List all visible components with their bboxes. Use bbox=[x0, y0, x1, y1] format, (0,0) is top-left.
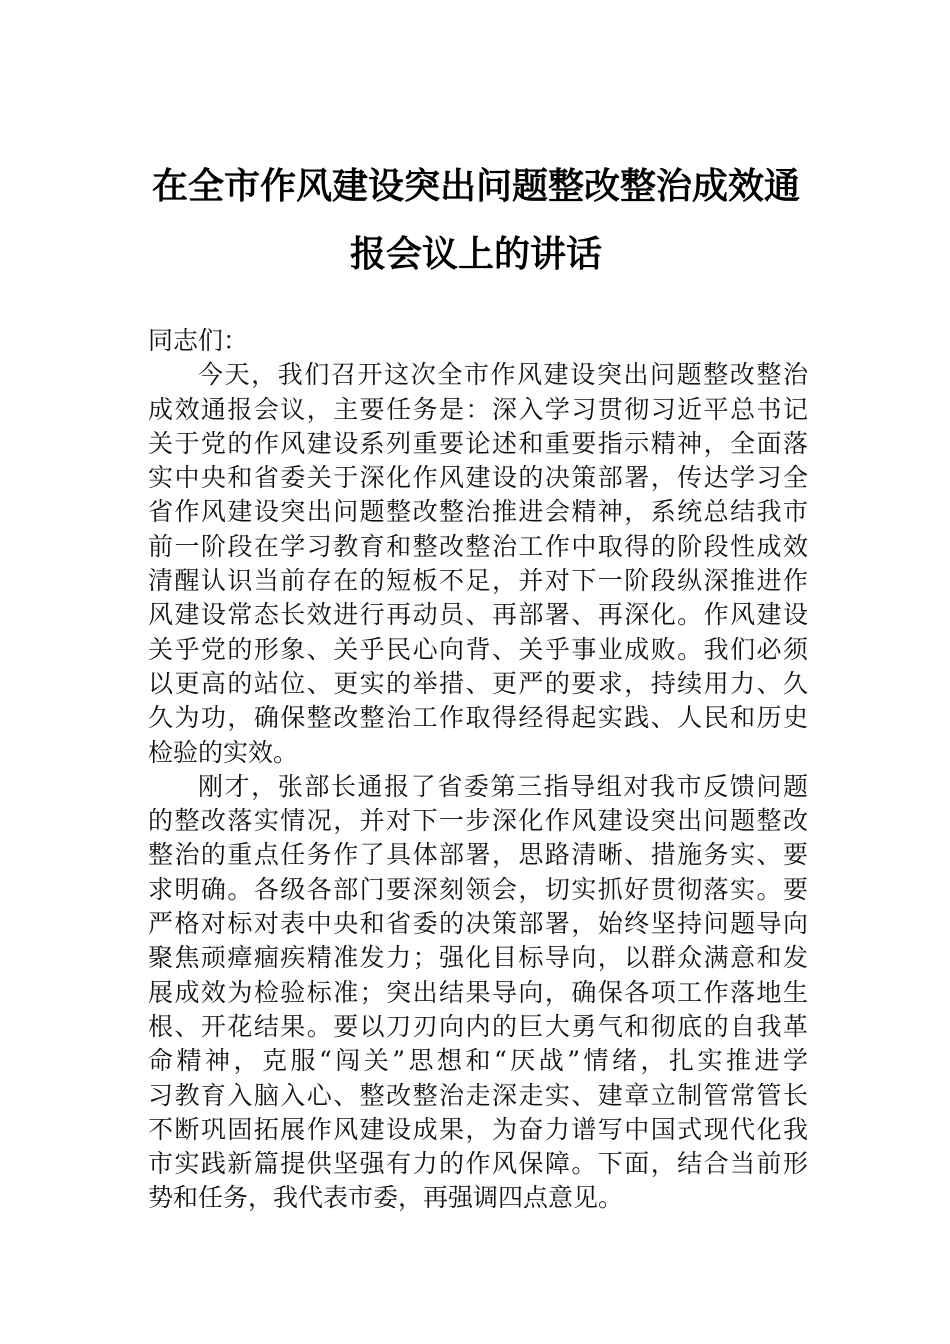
paragraph-2-line: 聚焦顽瘴痼疾精准发力；强化目标导向，以群众满意和发 bbox=[148, 943, 808, 973]
paragraph-2-line: 根、开花结果。要以刀刃向内的巨大勇气和彻底的自我革 bbox=[148, 1011, 808, 1041]
paragraph-1-line: 关于党的作风建设系列重要论述和重要指示精神，全面落 bbox=[148, 428, 808, 458]
paragraph-1-line: 今天，我们召开这次全市作风建设突出问题整改整治 bbox=[198, 360, 808, 390]
salutation: 同志们： bbox=[148, 326, 249, 355]
paragraph-1-line: 前一阶段在学习教育和整改整治工作中取得的阶段性成效 bbox=[148, 531, 808, 561]
paragraph-2-line: 展成效为检验标准；突出结果导向，确保各项工作落地生 bbox=[148, 977, 808, 1007]
paragraph-2-line: 整治的重点任务作了具体部署，思路清晰、措施务实、要 bbox=[148, 840, 808, 870]
paragraph-1-line: 实中央和省委关于深化作风建设的决策部署，传达学习全 bbox=[148, 463, 808, 493]
document-title-line-1: 在全市作风建设突出问题整改整治成效通 bbox=[151, 165, 800, 207]
paragraph-1-line: 关乎党的形象、关乎民心向背、关乎事业成败。我们必须 bbox=[148, 634, 808, 664]
paragraph-2-line: 习教育入脑入心、整改整治走深走实、建章立制管常管长 bbox=[148, 1080, 808, 1110]
paragraph-1 bbox=[148, 358, 808, 770]
paragraph-2-line: 的整改落实情况，并对下一步深化作风建设突出问题整改 bbox=[148, 806, 808, 836]
paragraph-2-line: 刚才，张部长通报了省委第三指导组对我市反馈问题 bbox=[198, 771, 808, 801]
paragraph-2-line: 不断巩固拓展作风建设成果，为奋力谱写中国式现代化我 bbox=[148, 1114, 808, 1144]
paragraph-2-line: 严格对标对表中央和省委的决策部署，始终坚持问题导向 bbox=[148, 909, 808, 939]
paragraph-2-line: 市实践新篇提供坚强有力的作风保障。下面，结合当前形 bbox=[148, 1149, 808, 1179]
document-title-line-2: 报会议上的讲话 bbox=[349, 233, 602, 275]
paragraph-2-line: 势和任务，我代表市委，再强调四点意见。 bbox=[148, 1183, 624, 1213]
paragraph-1-line: 久为功，确保整改整治工作取得经得起实践、人民和历史 bbox=[148, 703, 808, 733]
paragraph-1-line: 风建设常态长效进行再动员、再部署、再深化。作风建设 bbox=[148, 600, 808, 630]
paragraph-1-line: 检验的实效。 bbox=[148, 737, 299, 767]
document-body bbox=[148, 324, 808, 1216]
paragraph-2-line: 命精神，克服“闯关”思想和“厌战”情绪，扎实推进学 bbox=[148, 1046, 808, 1076]
paragraph-1-line: 省作风建设突出问题整改整治推进会精神，系统总结我市 bbox=[148, 497, 808, 527]
paragraph-2-line: 求明确。各级各部门要深刻领会，切实抓好贯彻落实。要 bbox=[148, 874, 808, 904]
paragraph-1-line: 以更高的站位、更实的举措、更严的要求，持续用力、久 bbox=[148, 668, 808, 698]
paragraph-1-line: 清醒认识当前存在的短板不足，并对下一阶段纵深推进作 bbox=[148, 566, 808, 596]
paragraph-2 bbox=[148, 770, 808, 1216]
paragraph-1-line: 成效通报会议，主要任务是：深入学习贯彻习近平总书记 bbox=[148, 394, 808, 424]
